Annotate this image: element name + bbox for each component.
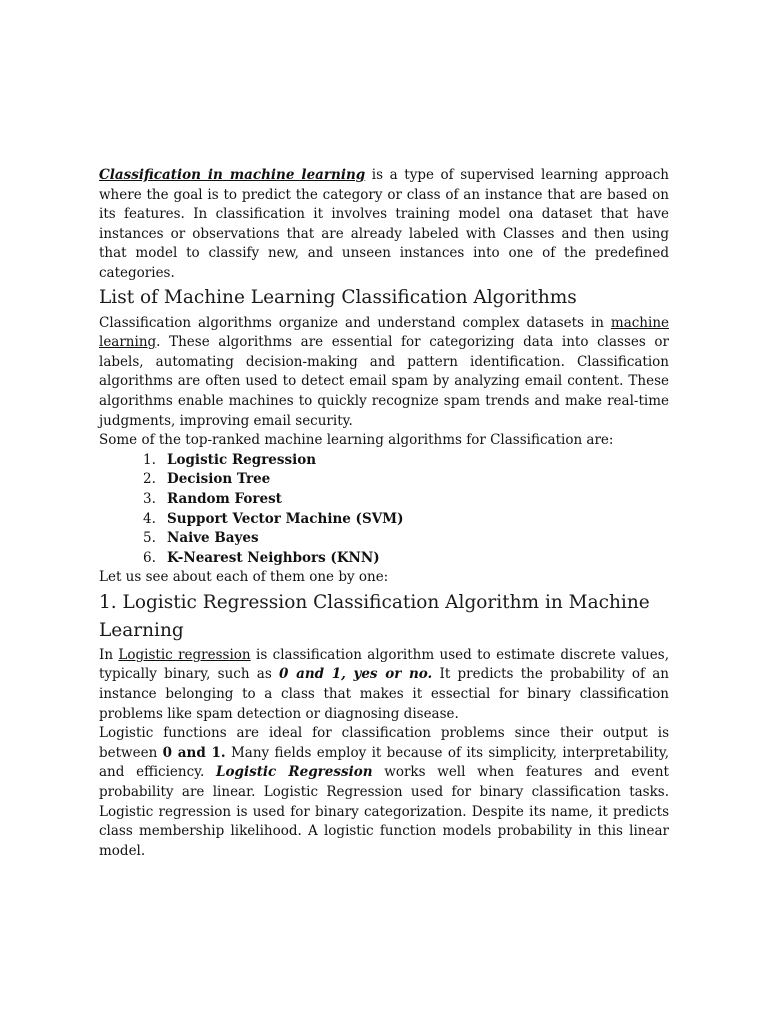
list-item-number: 3. [143, 490, 156, 507]
lr-p2-part1: Logistic functions are ideal for classification problems since their output is between [99, 725, 669, 761]
list-heading: List of Machine Learning Classification Algorithms [99, 286, 577, 308]
list-item [143, 510, 669, 530]
intro-paragraph [99, 166, 669, 284]
list-item [143, 529, 669, 549]
logistic-regression-link[interactable]: Logistic regression [118, 646, 251, 663]
lr-p2-part2: Many fields employ it because of its simplicity, interpretability, and efficiency. [99, 744, 670, 781]
see-each-line: Let us see about each of them one by one: [99, 569, 389, 586]
list-item-label: Random Forest [167, 490, 282, 507]
intro-text: is a type of supervised learning approach where the goal is to predict the category or class of an instance that are based on its features. In classification it involves training model ona dataset that have instances or observations that are already labeled with Classes and then using that model to classify new, and unseen instances into one of the predefined categories. [99, 167, 669, 281]
algorithm-list [99, 451, 669, 569]
document-page [99, 166, 669, 861]
lr-p1-suffix: It predicts the probability of an instance belonging to a class that makes it essectial for binary classification problems like spam detection or diagnosing disease. [99, 666, 670, 722]
logistic-regression-paragraph-2 [99, 724, 669, 861]
section-1-heading: 1. Logistic Regression Classification Algorithm in Machine Learning [99, 591, 650, 641]
machine-learning-link[interactable]: machine learning [99, 314, 669, 351]
overview-text-before: Classification algorithms organize and understand complex datasets in [99, 314, 611, 331]
logistic-regression-paragraph-1 [99, 646, 669, 724]
lr-p1-prefix: In [99, 646, 119, 663]
classification-term-link[interactable]: Classification in machine learning [99, 167, 366, 183]
list-item-label: K-Nearest Neighbors (KNN) [167, 549, 380, 566]
list-item-label: Naive Bayes [167, 530, 259, 547]
top-ranked-intro: Some of the top-ranked machine learning algorithms for Classification are: [99, 432, 614, 449]
lr-p2-emphasis: Logistic Regression [216, 764, 373, 781]
list-item [143, 549, 669, 569]
list-item [143, 490, 669, 510]
list-item [143, 451, 669, 471]
lr-p2-bold: 0 and 1. [162, 744, 226, 761]
list-item-number: 2. [143, 471, 156, 488]
overview-text-after: . These algorithms are essential for categorizing data into classes or labels, automating decision-making and pattern identification. Classification algorithms are often used to detect email spam by analyzing email content. These algorithms enable machines to quickly recognize spam trends and make real-time judgments, improving email security. [99, 334, 669, 429]
lr-p1-mid: is classification algorithm used to estimate discrete values, typically binary, such as [99, 646, 669, 683]
list-item-label: Support Vector Machine (SVM) [167, 510, 404, 527]
list-item-number: 1. [143, 451, 156, 468]
list-item-number: 5. [143, 530, 156, 547]
overview-paragraph [99, 314, 669, 432]
lr-p1-emphasis: 0 and 1, yes or no. [279, 666, 433, 683]
list-item-label: Decision Tree [167, 471, 271, 488]
list-item-number: 6. [143, 549, 156, 566]
list-item-label: Logistic Regression [167, 451, 317, 468]
list-item [143, 470, 669, 490]
list-item-number: 4. [143, 510, 156, 527]
lr-p2-part3: works well when features and event probability are linear. Logistic Regression used for binary classification tasks. Logistic regression is used for binary categorization. Despite its name, it predicts class membership likelihood. A logistic function models probability in this linear model. [99, 764, 669, 859]
